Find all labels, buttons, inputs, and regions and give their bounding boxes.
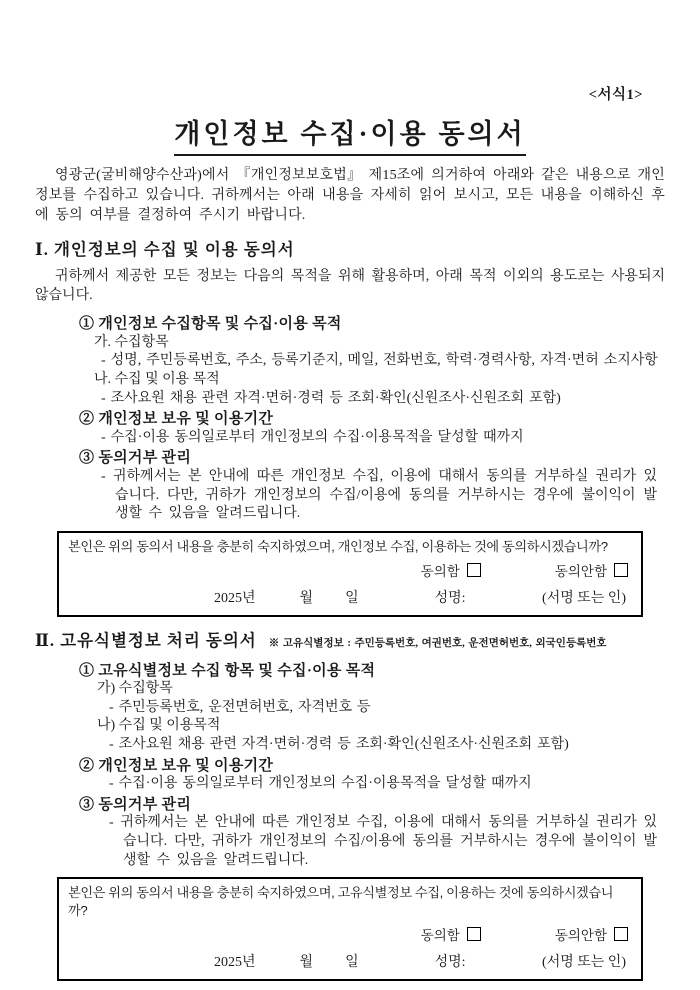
disagree-label: 동의안함 — [554, 928, 607, 943]
section2-note: ※ 고유식별정보 : 주민등록번호, 여권번호, 운전면허번호, 외국인등록번호 — [268, 638, 607, 650]
agree-checkbox[interactable] — [467, 927, 481, 941]
day-label: 일 — [345, 591, 359, 607]
section2-heading-text: Ⅱ. 고유식별정보 처리 동의서 — [35, 631, 257, 651]
form-number-tag: <서식1> — [588, 87, 643, 103]
agree-choice — [421, 563, 481, 581]
consent-choices — [68, 927, 632, 945]
title-wrap — [35, 116, 665, 157]
agree-choice — [421, 927, 481, 945]
section2-item-heading-1: ① 고유식별정보 수집 항목 및 수집·이용 목적 — [79, 662, 376, 679]
section2-item-heading-2: ② 개인정보 보유 및 이용기간 — [79, 757, 274, 774]
month-label: 월 — [299, 591, 314, 607]
month-label: 월 — [299, 955, 314, 971]
section2-item-sub: 가) 수집항목 — [97, 681, 173, 697]
agree-label: 동의함 — [420, 563, 460, 579]
section1-item-dash: - 성명, 주민등록번호, 주소, 등록기준지, 메일, 전화번호, 학력·경력사항, 자격·면허 소지사항 — [101, 353, 658, 369]
disagree-choice — [555, 563, 628, 581]
section2-item-heading-3: ③ 동의거부 관리 — [79, 796, 192, 813]
agree-checkbox[interactable] — [467, 563, 481, 577]
disagree-choice — [555, 927, 628, 945]
page-title: 개인정보 수집·이용 동의서 — [174, 116, 525, 157]
section1-item-dash: - 수집·이용 동의일로부터 개인정보의 수집·이용목적을 달성할 때까지 — [101, 429, 524, 445]
section1-heading — [35, 239, 665, 261]
consent-question: 본인은 위의 동의서 내용을 충분히 숙지하였으며, 개인정보 수집, 이용하는 것에 동의하시겠습니까? — [68, 538, 608, 554]
name-label: 성명: — [434, 955, 466, 971]
section1-item-dash: - 귀하께서는 본 안내에 따른 개인정보 수집, 이용에 대해서 동의를 거부하실 권리가 있습니다. 다만, 귀하가 개인정보의 수집/이용에 동의를 거부하시는 경우에 불이익이 발생할 수 있음을 알려드립니다. — [101, 469, 657, 522]
sign-label: (서명 또는 인) — [542, 591, 626, 607]
section1-item-dash: - 조사요원 채용 관련 자격·면허·경력 등 조회·확인(신원조사·신원조회 포함) — [101, 390, 561, 406]
section1-items — [35, 315, 665, 524]
consent-dateline — [68, 589, 632, 608]
section2-item-dash: - 수집·이용 동의일로부터 개인정보의 수집·이용목적을 달성할 때까지 — [109, 776, 532, 792]
section1-item-sub: 가. 수집항목 — [94, 334, 169, 350]
disagree-label: 동의안함 — [554, 563, 607, 579]
day-label: 일 — [345, 955, 359, 971]
disagree-checkbox[interactable] — [614, 563, 628, 577]
consent-box-personal-info — [57, 531, 643, 617]
sign-label: (서명 또는 인) — [542, 955, 626, 971]
section1-heading-text: Ⅰ. 개인정보의 수집 및 이용 동의서 — [35, 240, 295, 260]
section1-item-heading-3: ③ 동의거부 관리 — [79, 450, 192, 467]
name-label: 성명: — [434, 591, 466, 607]
section1-item-heading-1: ① 개인정보 수집항목 및 수집·이용 목적 — [79, 316, 342, 333]
consent-question: 본인은 위의 동의서 내용을 충분히 숙지하였으며, 고유식별정보 수집, 이용하는 것에 동의하시겠습니까? — [68, 885, 614, 919]
section2-heading — [35, 630, 665, 652]
disagree-checkbox[interactable] — [614, 927, 628, 941]
section2-item-dash: - 귀하께서는 본 안내에 따른 개인정보 수집, 이용에 대해서 동의를 거부하실 권리가 있습니다. 다만, 귀하가 개인정보의 수집/이용에 동의를 거부하시는 경우에 불이익이 발생할 수 있음을 알려드립니다. — [109, 815, 657, 868]
section2-item-dash: - 주민등록번호, 운전면허번호, 자격번호 등 — [109, 699, 371, 715]
year-label: 2025년 — [214, 955, 256, 971]
section2-items — [35, 662, 665, 871]
section1-item-sub: 나. 수집 및 이용 목적 — [94, 372, 220, 388]
section1-item-heading-2: ② 개인정보 보유 및 이용기간 — [79, 411, 274, 428]
agree-label: 동의함 — [420, 928, 460, 943]
intro-paragraph: 영광군(굴비해양수산과)에서 『개인정보보호법』 제15조에 의거하여 아래와 같은 내용으로 개인정보를 수집하고 있습니다. 귀하께서는 아래 내용을 자세히 읽어 보시고, 모든 내용을 이해하신 후에 동의 여부를 결정하여 주시기 바랍니다. — [35, 168, 665, 224]
section2-item-sub: 나) 수집 및 이용목적 — [97, 718, 221, 734]
year-label: 2025년 — [214, 591, 256, 607]
section1-intro: 귀하께서 제공한 모든 정보는 다음의 목적을 위해 활용하며, 아래 목적 이외의 용도로는 사용되지 않습니다. — [35, 268, 665, 304]
consent-choices — [68, 563, 632, 581]
consent-dateline — [68, 953, 632, 972]
section2-item-dash: - 조사요원 채용 관련 자격·면허·경력 등 조회·확인(신원조사·신원조회 포함) — [109, 736, 569, 752]
consent-box-unique-id-info — [57, 877, 643, 981]
